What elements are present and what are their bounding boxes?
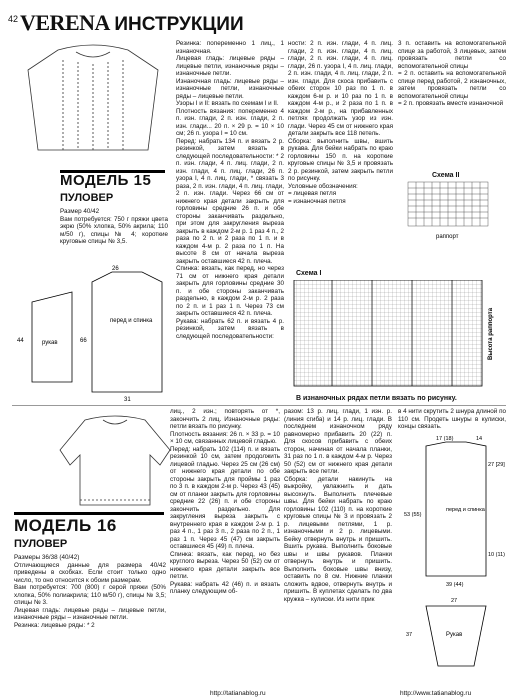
page-header — [20, 10, 244, 36]
brand-title: VERENA — [20, 10, 110, 35]
model16-label-h2: 53 (55) — [404, 512, 422, 518]
page-number: 42 — [8, 14, 19, 24]
model15-text-col2: Резинка: попеременно 1 лиц., 1 изнаночная. Лицевая гладь: лицевые ряды – лицевые петли, изнаночные ряды – изнаночные петли. Изнаночная гладь: лицевые ряды – изнаночные петли, изнаночные ряды – лицевые петли. Узоры I и II: вязать по схемам I и II. Плотность вязания: попеременно 4 п. изн. глади, 2 п. изн. глади, 2 п. изн. глади... 20 п. × 29 р. = 10 × 10 см; 26 п. узора I = 10 см. Перед: набрать 134 п. и вязать 2 р. резинкой, затем вязать в следующей последовательности: * 2 п. изн. глади, 4 п. лиц. глади, 2 п. изн. глади, 4 п. лиц. глади, 26 п. узора I, 4 п. лиц. глади, * связать 3 раза, 2 п. изн. глади, 4 п. лиц. глади, 2 п. изн. глади. Через 66 см от нижнего края детали закрыть для горловины средние 26 п. и обе стороны заканчивать раздельно, при этом для закругления выреза закрыть в каждом 2-м р. 1 раз 4 п., 2 раза по 2 п. и 2 раза по 1 п. и в каждом 4-м р. 2 раза по 1 п. На высоте 8 см от начала выреза закрыть оставшиеся 42 п. плеча. Спинка: вязать, как перед, но через 71 см от нижнего края детали закрыть для горловины средние 30 п. и обе стороны заканчивать раздельно, в каждом 2-м р. 2 раза по 2 п. и 1 раз 1 п. Через 73 см закрыть оставшиеся 42 п. плеча. Рукава: набрать 62 п. и вязать 4 р. резинкой, затем вязать в следующей последовательности: — [176, 40, 284, 340]
model16-label-w2: 14 — [476, 436, 483, 442]
model16-subheading: ПУЛОВЕР — [14, 538, 68, 550]
model16-label-h3: 10 (11) — [488, 552, 506, 558]
model15-label-sleeve: рукав — [42, 340, 58, 346]
model15-pattern-diagram — [12, 262, 172, 402]
model15-text-col1: Размер 40/42 Вам потребуется: 750 г пряжи цвета экрю (50% хлопка, 50% акрила; 110 м/50 г), спицы № 4; короткие круговые спицы № 3,5. — [60, 208, 168, 245]
model16-divider — [14, 512, 164, 515]
schema2-title: Схема II — [432, 172, 460, 179]
model16-label-h1: 27 [29] — [488, 462, 505, 468]
model15-subheading: ПУЛОВЕР — [60, 192, 114, 204]
model15-text-col4: 3 п. оставить на вспомогательной спице за работой, 3 лицевых, затем провязать петли со вспомогательной спицы = 2 п. оставить на вспомогательной спице перед работой, 2 изнаночных, затем провязать петли со вспомогательной спицы = 2 п. провязать вместе изнаночной — [398, 40, 506, 107]
model15-text-col3: ности: 2 п. изн. глади, 4 п. лиц. глади, 2 п. изн. глади, 4 п. лиц. глади, 2 п. изн. глади, 4 п. лиц. глади, 26 п. узора I, 4 п. лиц. глади, 2 п. изн. глади, 4 п. лиц. глади, 2 п. изн. глади. Для скоса прибавить с обеих сторон 10 раз по 1 п. в каждом 6-м р. и 10 раз по 1 п. в каждом 4-м р., и 2 раза по 1 п. в каждом 2-м р., на прибавленных петлях продолжать узор из изн. глади. Через 45 см от нижнего края детали закрыть все 118 петель. Сборка: выполнить швы, вшить рукава. Для бейки набрать по краю горловины 150 п. на короткие круговые спицы № 3,5 и провязать 2 р. резинкой, затем закрыть петли по рисунку. Условные обозначения: = лицевая петля = изнаночная петля — [288, 40, 393, 205]
model16-label-front: перед и спинка — [446, 507, 485, 513]
model16-label-w3: 39 (44) — [446, 582, 464, 588]
footer-url[interactable]: http://tatianablog.ru — [210, 690, 266, 697]
model15-heading: МОДЕЛЬ 15 — [60, 172, 152, 189]
model16-label-s1: 27 — [451, 598, 458, 604]
model16-label-sleeve: Рукав — [446, 632, 463, 638]
model16-label-w1: 17 (18) — [436, 436, 454, 442]
model16-text-col3: разом: 13 р. лиц. глади, 1 изн. р. (линия сгиба) и 14 р. лиц. глади. В последнем изнаночном ряду равномерно прибавить 20 (22) п. Для скосов прибавить с обеих сторон, начиная от начала планки, 31 раз по 1 п. в каждом 4-м р. Через 50 (52) см от нижнего края детали закрыть все петли. Сборка: детали накинуть на выкройку, увлажнить и дать высохнуть. Выполнить плечевые швы. Для бейки набрать по краю горловины 102 (110) п. на короткие круговые спицы № 3 и провязать 2 р. лицевыми петлями, 1 р. изнаночными и 2 р. лицевыми. Бейку отвернуть внутрь и пришить. Вшить рукава. Выполнить боковые швы и швы рукавов. Планки отвернуть внутрь и пришить. Выполнить боковые швы внизу, оставить по 8 см. Нижние планки сложить вдвое, отвернуть внутрь и пришить. В куплетах сделать по два кружка – кулиски. Из нити прик — [284, 408, 392, 603]
model15-label-f: 31 — [124, 397, 131, 402]
footer-url-corner[interactable]: http://www.tatianablog.ru — [400, 690, 472, 697]
model16-sweater-sketch — [55, 410, 175, 515]
schema2-chart — [398, 180, 498, 240]
schema1-caption: В изнаночных рядах петли вязать по рисунку. — [296, 395, 457, 402]
schema1-chart — [292, 280, 504, 390]
model15-label-e: 26 — [112, 266, 119, 272]
model16-label-s2: 37 — [406, 632, 413, 638]
section-divider — [12, 405, 506, 406]
model16-text-col1: Размеры 36/38 (40/42) Отличающиеся данные для размера 40/42 приведены в скобках. Если стоит только одно число, то оно относится к обоим размерам. Вам потребуется: 700 (800) г серой пряжи (50% хлопка, 50% полиакрила; 110 м/50 г), спицы № 3,5; спицы № 3. Лицевая гладь: лицевые ряды – лицевые петли, изнаночные ряды – изнаночные петли. Резинка: лицевые ряды: * 2 — [14, 554, 166, 629]
schema1-side-label: Высота раппорта — [488, 307, 494, 360]
schema1-title: Схема I — [296, 270, 322, 277]
schema2-repeat-label: раппорт — [436, 234, 459, 240]
section-title: ИНСТРУКЦИИ — [114, 14, 244, 35]
model16-text-col4: в 4 нити скрутить 2 шнура длиной по 110 см. Продеть шнуры в кулиски, концы связать. — [398, 408, 506, 430]
model15-label-d: 66 — [80, 338, 87, 344]
model16-text-col2: лиц., 2 изн.; повторять от *, закончить 2 лиц. Изнаночные ряды: петли вязать по рисунку. Плотность вязания: 26 п. × 33 р. = 10 × 10 см, связанных лицевой гладью. Перед: набрать 102 (114) п. и вязать резинкой 10 см, затем продолжить лицевой гладью. Через 25 см (26 см) от нижнего края детали по обе стороны закрыть для проймы 1 раз по 3 п. в каждом 2-м р. Через 43 (45) см от планки закрыть для горловины средние 22 (26) п. и обе стороны закончить раздельно. Для закругления выреза закрыть с внутреннего края в каждом 2-м р. 1 раз 4 п., 1 раз 3 п., 2 раза по 2 п., 1 раз 1 п. Через 45 (47) см закрыть оставшиеся 45 (49) п. плеча. Спинка: вязать, как перед, но без круглого выреза. Через 50 (52) см от нижнего края детали закрыть все петли. Рукава: набрать 42 (46) п. и вязать планку следующим об- — [170, 408, 280, 595]
model16-pattern-diagram — [396, 436, 508, 676]
model15-label-front: перед и спинка — [110, 318, 153, 324]
model16-heading: МОДЕЛЬ 16 — [14, 516, 117, 535]
model15-sweater-sketch — [18, 40, 168, 160]
model15-label-a: 44 — [17, 338, 24, 344]
